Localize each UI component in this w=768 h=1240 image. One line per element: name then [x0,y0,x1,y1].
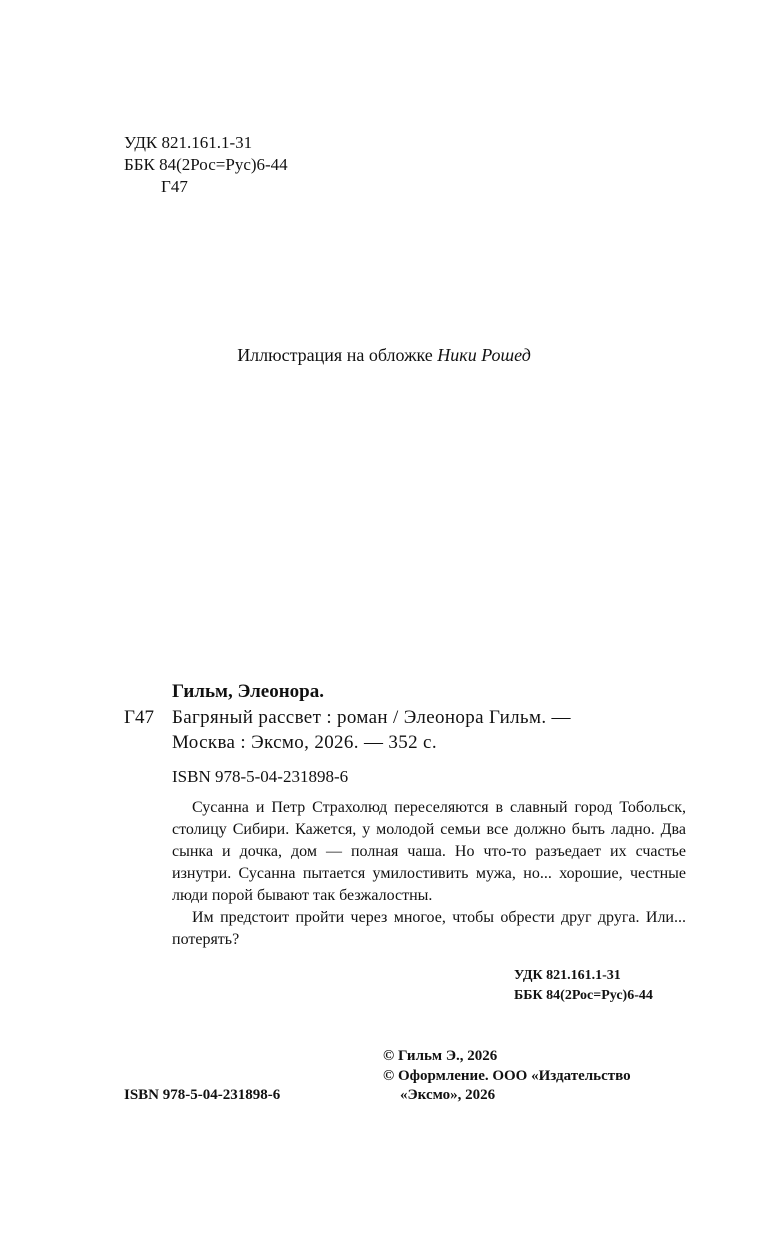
book-annotation [172,797,686,951]
illustrator-name: Ники Рошед [437,345,531,365]
udk-code-bottom: УДК 821.161.1-31 [514,968,621,983]
author-mark: Г47 [161,177,188,196]
annotation-paragraph: Сусанна и Петр Страхолюд переселяются в славный город Тобольск, столицу Сибири. Кажется, у молодой семьи все должно быть ладно. Два сынка и дочка, дом — полная чаша. Но что-то разъедает их счастье изнутри. Сусанна пытается умилостивить мужа, но... хорошие, честные люди порой бывают так безжалостны. [172,799,686,904]
copyright-design-continued: «Эксмо», 2026 [400,1087,496,1103]
bibliographic-publisher-line: Москва : Эксмо, 2026. — 352 с. [172,732,437,753]
cover-illustration-credit [0,343,768,367]
bbk-code: ББК 84(2Рос=Рус)6-44 [124,155,288,174]
illustration-credit-prefix: Иллюстрация на обложке [237,345,438,365]
bibliographic-isbn: ISBN 978-5-04-231898-6 [172,767,349,786]
isbn-bottom: ISBN 978-5-04-231898-6 [124,1087,281,1103]
annotation-paragraph: Им предстоит пройти через многое, чтобы обрести друг друга. Или... потерять? [172,909,686,948]
bibliographic-author: Гильм, Элеонора. [172,681,324,702]
udk-code: УДК 821.161.1-31 [124,133,253,152]
bibliographic-title-line: Багряный рассвет : роман / Элеонора Гильм. — [172,707,571,728]
copyright-author: © Гильм Э., 2026 [383,1048,498,1064]
bbk-code-bottom: ББК 84(2Рос=Рус)6-44 [514,988,653,1003]
copyright-design: © Оформление. ООО «Издательство [383,1068,631,1084]
bibliographic-author-mark: Г47 [124,707,154,728]
